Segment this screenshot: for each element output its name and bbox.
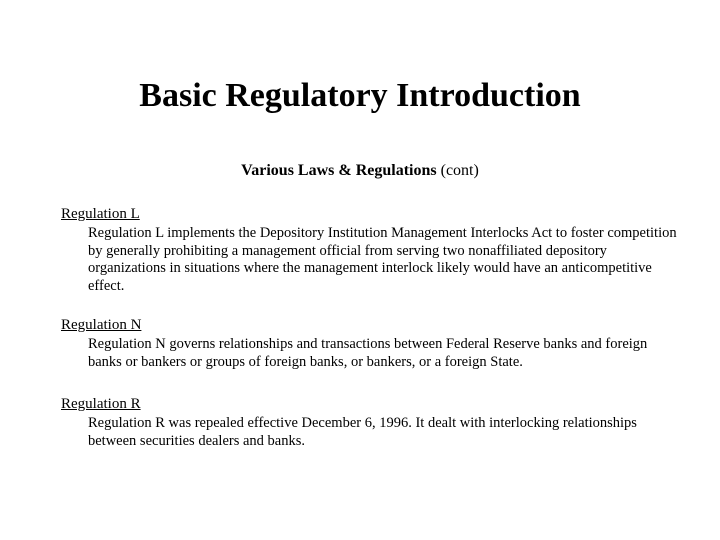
regulation-n-section — [61, 317, 681, 371]
regulation-l-heading: Regulation L — [61, 206, 140, 222]
regulation-list — [61, 206, 681, 450]
subtitle-cont-text: (cont) — [436, 162, 479, 179]
subtitle-bold-text: Various Laws & Regulations — [241, 162, 437, 179]
regulation-n-heading: Regulation N — [61, 317, 142, 333]
slide-subtitle — [0, 160, 720, 182]
regulation-l-section — [61, 206, 681, 295]
regulation-r-section — [61, 396, 681, 450]
regulation-r-body: Regulation R was repealed effective December 6, 1996. It dealt with interlocking relationships between securities dealers and banks. — [88, 415, 637, 449]
regulation-r-heading: Regulation R — [61, 396, 141, 412]
regulation-l-body: Regulation L implements the Depository Institution Management Interlocks Act to foster competition by generally prohibiting a management official from serving two nonaffiliated depository organizations in situations where the management interlock likely would have an anticompetitive effect. — [88, 225, 677, 294]
regulation-n-body: Regulation N governs relationships and transactions between Federal Reserve banks and foreign banks or bankers or groups of foreign banks, or bankers, or a foreign State. — [88, 336, 648, 370]
slide-title: Basic Regulatory Introduction — [139, 77, 581, 114]
